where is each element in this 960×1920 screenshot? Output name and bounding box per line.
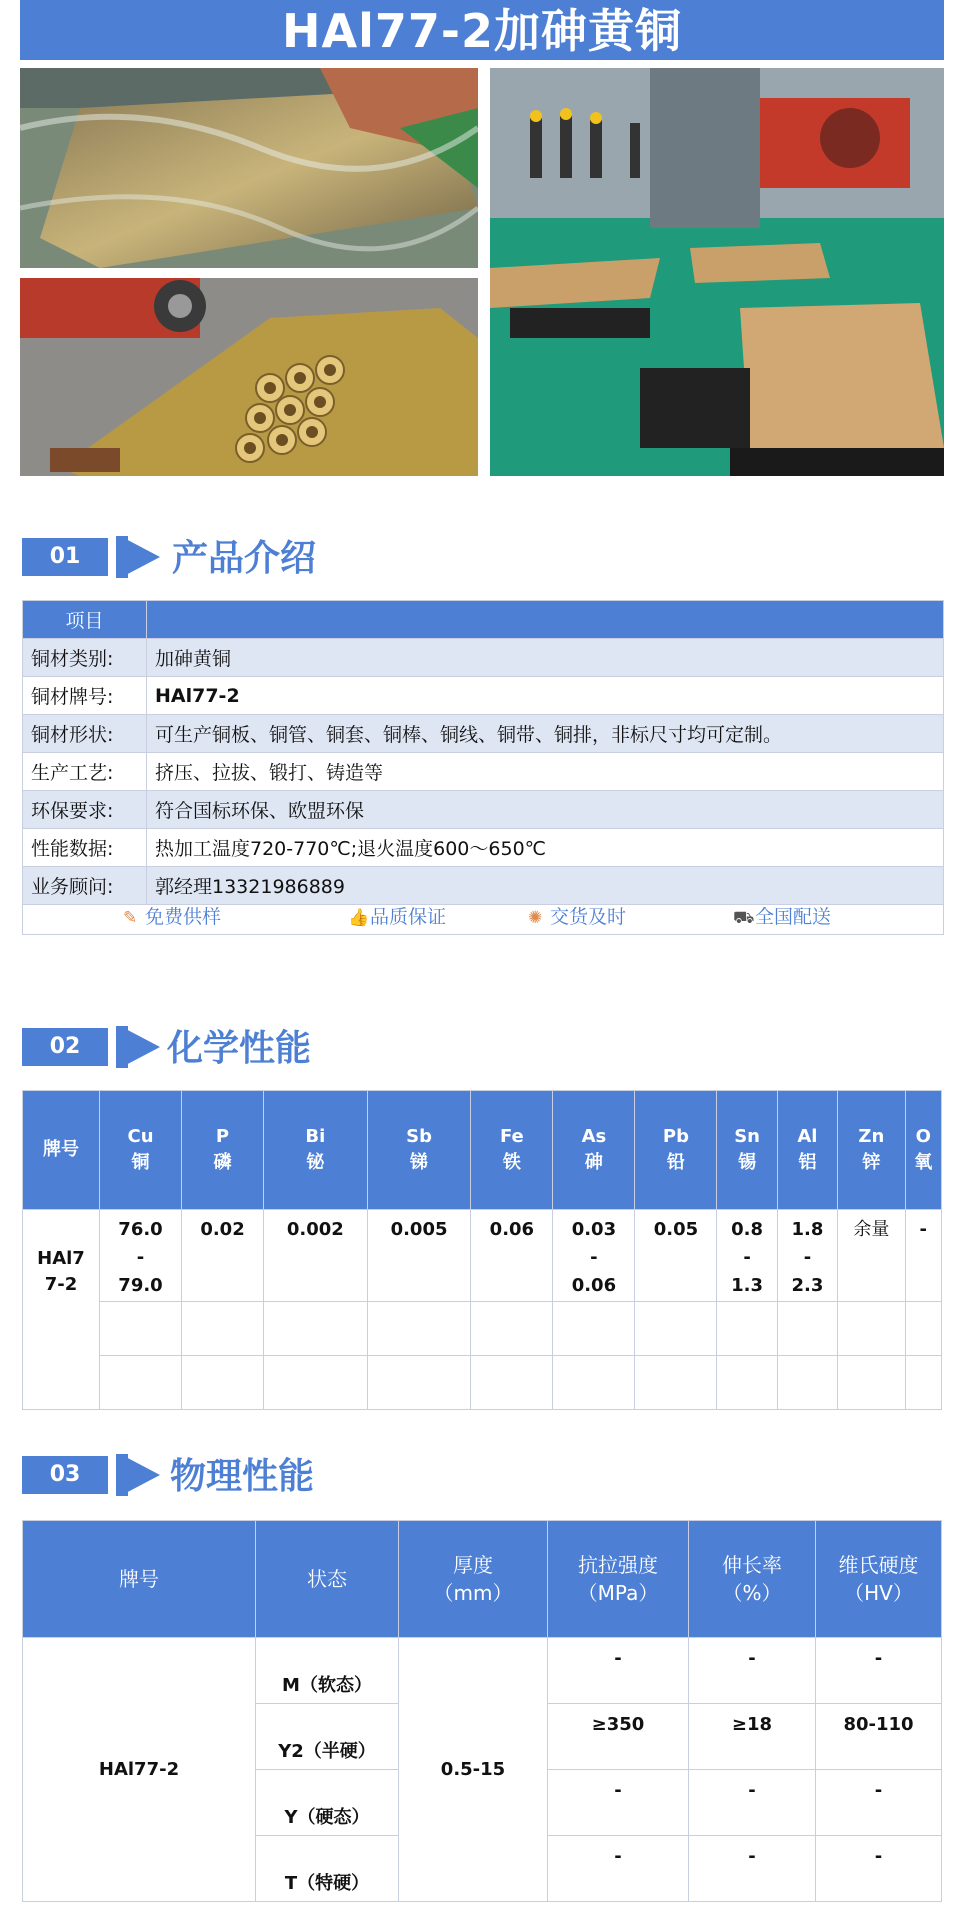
chem-header-pb: [635, 1091, 717, 1210]
chem-empty-cell: [553, 1356, 635, 1410]
chem-empty-cell: [264, 1302, 368, 1356]
physical-properties-table: [22, 1520, 942, 1902]
phys-header-line: 状态: [307, 1567, 347, 1591]
chem-value-as: [553, 1210, 635, 1302]
section-number: 02: [22, 1028, 108, 1066]
chem-empty-cell: [635, 1356, 717, 1410]
chem-header-top: Fe: [499, 1126, 524, 1147]
product-intro-table: [22, 600, 944, 905]
chem-header-fe: [471, 1091, 553, 1210]
chem-header-bottom: 锡: [738, 1152, 757, 1173]
phys-state: Y（硬态）: [256, 1770, 399, 1836]
chem-value-line: 76.0: [118, 1219, 163, 1240]
chem-header-p: [182, 1091, 264, 1210]
chem-header-bottom: 锑: [410, 1152, 429, 1173]
phys-hardness: -: [816, 1770, 942, 1836]
chem-header-top: As: [581, 1126, 607, 1147]
page-title: HAl77-2加砷黄铜: [20, 0, 944, 60]
chem-value-cu: [100, 1210, 182, 1302]
factory-floor-brass-sheets-photo: [490, 68, 944, 476]
intro-row-value: HAl77-2: [147, 677, 944, 715]
phys-thickness-cell: 0.5-15: [399, 1638, 548, 1902]
feature-label: 全国配送: [755, 906, 832, 928]
feature-label: 免费供样: [145, 906, 222, 928]
phys-elongation: -: [689, 1836, 816, 1902]
chem-value-fe: [471, 1210, 553, 1302]
chem-header-bottom: 砷: [584, 1152, 603, 1173]
chem-header-top: Al: [797, 1126, 818, 1147]
section-number: 01: [22, 538, 108, 576]
chem-value-line: 79.0: [118, 1275, 163, 1296]
section-chem-header: [22, 1026, 422, 1069]
chem-value-line: 0.03: [571, 1219, 617, 1240]
phys-header-tensile: [548, 1521, 689, 1638]
chem-value-line: -: [136, 1247, 145, 1268]
section-arrow-icon: [120, 536, 160, 578]
chem-header-bottom: 磷: [213, 1152, 232, 1173]
chem-empty-cell: [838, 1356, 905, 1410]
chem-grade-line: HAl7: [37, 1248, 85, 1269]
pen-icon: ✎: [123, 908, 138, 928]
phys-state: Y2（半硬）: [256, 1704, 399, 1770]
chem-value-line: 0.06: [571, 1275, 617, 1296]
phys-header-thickness: [399, 1521, 548, 1638]
chem-empty-cell: [635, 1302, 717, 1356]
chem-header-bottom: 铋: [306, 1152, 325, 1173]
chem-value-o: [905, 1210, 941, 1302]
chem-header-top: Zn: [858, 1126, 885, 1147]
intro-row-label: 业务顾问:: [23, 867, 147, 905]
intro-row-value: 郭经理13321986889: [147, 867, 944, 905]
chem-empty-cell: [777, 1302, 837, 1356]
chem-value-line: -: [590, 1247, 598, 1268]
phys-elongation: -: [689, 1770, 816, 1836]
chem-empty-cell: [717, 1356, 777, 1410]
phys-hardness: 80-110: [816, 1704, 942, 1770]
chem-header-bottom: 氧: [914, 1152, 933, 1173]
phys-grade-cell: HAl77-2: [23, 1638, 256, 1902]
chem-value-line: -: [803, 1247, 812, 1268]
intro-header-value: [147, 601, 944, 639]
phys-header-grade: [23, 1521, 256, 1638]
intro-row-value: 加砷黄铜: [147, 639, 944, 677]
intro-row-value: 可生产铜板、铜管、铜套、铜棒、铜线、铜带、铜排，非标尺寸均可定制。: [147, 715, 944, 753]
section-title: 物理性能: [170, 1456, 315, 1497]
chem-empty-cell: [553, 1302, 635, 1356]
chem-value-line: 余量: [853, 1219, 890, 1240]
phys-header-line: （MPa）: [577, 1581, 659, 1605]
chem-value-sn: [717, 1210, 777, 1302]
feature-strip: [22, 898, 944, 935]
chem-header-o: [905, 1091, 941, 1210]
chem-header-bottom: 铜: [131, 1152, 150, 1173]
intro-row-label: 环保要求:: [23, 791, 147, 829]
section-arrow-icon: [120, 1454, 160, 1496]
phys-header-line: 厚度: [453, 1553, 493, 1577]
chem-header-top: Bi: [305, 1126, 326, 1147]
chem-header-top: O: [915, 1126, 931, 1147]
chem-empty-cell: [777, 1356, 837, 1410]
phys-state: M（软态）: [256, 1638, 399, 1704]
intro-row-label: 铜材类别:: [23, 639, 147, 677]
chem-empty-cell: [367, 1356, 471, 1410]
chem-header-bottom: 铝: [798, 1152, 817, 1173]
phys-elongation: ≥18: [689, 1704, 816, 1770]
handshake-icon: ✺: [528, 908, 543, 928]
chem-header-top: 牌号: [43, 1139, 79, 1160]
chem-empty-cell: [905, 1356, 941, 1410]
chem-value-bi: [264, 1210, 368, 1302]
intro-row-label: 铜材牌号:: [23, 677, 147, 715]
section-title: 化学性能: [167, 1028, 312, 1069]
phys-tensile: -: [548, 1770, 689, 1836]
chem-grade-cell: [23, 1210, 100, 1410]
intro-row-label: 铜材形状:: [23, 715, 147, 753]
phys-header-state: [256, 1521, 399, 1638]
chem-empty-cell: [100, 1356, 182, 1410]
chem-header-sb: [367, 1091, 471, 1210]
chem-value-pb: [635, 1210, 717, 1302]
chem-header-top: Sn: [734, 1126, 760, 1147]
phys-elongation: -: [689, 1638, 816, 1704]
chem-empty-cell: [100, 1302, 182, 1356]
chem-grade-line: 7-2: [44, 1274, 78, 1295]
chem-value-line: 0.05: [653, 1219, 699, 1240]
intro-row-label: 生产工艺:: [23, 753, 147, 791]
feature-free-sample: [123, 902, 221, 929]
intro-row-value: 挤压、拉拔、锻打、铸造等: [147, 753, 944, 791]
feature-shipping: [733, 902, 831, 930]
section-intro-header: [22, 536, 422, 579]
phys-header-line: 维氏硬度: [838, 1553, 919, 1577]
chem-empty-cell: [717, 1302, 777, 1356]
chem-header-top: Cu: [127, 1126, 154, 1147]
chem-value-line: 1.3: [731, 1275, 764, 1296]
chem-value-line: 0.005: [390, 1219, 448, 1240]
phys-hardness: -: [816, 1638, 942, 1704]
chem-value-line: 2.3: [791, 1275, 824, 1296]
chem-header-sn: [717, 1091, 777, 1210]
intro-row-label: 性能数据:: [23, 829, 147, 867]
chem-value-line: 0.8: [731, 1219, 764, 1240]
phys-state: T（特硬）: [256, 1836, 399, 1902]
section-title: 产品介绍: [172, 538, 317, 579]
chem-value-line: -: [743, 1247, 751, 1268]
feature-delivery: [528, 902, 626, 929]
chem-header-top: Sb: [406, 1126, 432, 1147]
chem-value-zn: [838, 1210, 905, 1302]
phys-tensile: -: [548, 1638, 689, 1704]
chem-header-grade: [23, 1091, 100, 1210]
phys-header-line: 伸长率: [722, 1553, 782, 1577]
chem-header-top: Pb: [662, 1126, 689, 1147]
chem-value-sb: [367, 1210, 471, 1302]
thumbs-up-icon: 👍: [348, 908, 370, 928]
intro-row-value: 热加工温度720-770℃;退火温度600～650℃: [147, 829, 944, 867]
phys-header-line: （HV）: [844, 1581, 913, 1605]
phys-header-hardness: [816, 1521, 942, 1638]
chem-empty-cell: [471, 1302, 553, 1356]
chem-header-cu: [100, 1091, 182, 1210]
chem-header-bottom: 铅: [666, 1152, 685, 1173]
truck-icon: ⛟: [733, 908, 755, 928]
phys-tensile: ≥350: [548, 1704, 689, 1770]
chem-header-zn: [838, 1091, 905, 1210]
chem-header-bottom: 锌: [862, 1152, 881, 1173]
chem-value-line: 1.8: [791, 1219, 824, 1240]
phys-header-line: 牌号: [119, 1567, 159, 1591]
chem-empty-cell: [367, 1302, 471, 1356]
section-phys-header: [22, 1454, 422, 1497]
section-number: 03: [22, 1456, 108, 1494]
chem-value-line: 0.002: [286, 1219, 344, 1240]
phys-header-elongation: [689, 1521, 816, 1638]
chem-header-bi: [264, 1091, 368, 1210]
intro-row-value: 符合国标环保、欧盟环保: [147, 791, 944, 829]
phys-header-line: （mm）: [433, 1581, 513, 1605]
brass-plates-wrapped-photo: [20, 68, 478, 268]
chem-value-al: [777, 1210, 837, 1302]
phys-hardness: -: [816, 1836, 942, 1902]
chemical-composition-table: [22, 1090, 942, 1410]
chem-value-line: 0.02: [200, 1219, 245, 1240]
phys-tensile: -: [548, 1836, 689, 1902]
feature-label: 交货及时: [550, 906, 627, 928]
section-arrow-icon: [120, 1026, 160, 1068]
feature-label: 品质保证: [370, 906, 447, 928]
chem-value-line: 0.06: [489, 1219, 535, 1240]
chem-header-as: [553, 1091, 635, 1210]
chem-header-al: [777, 1091, 837, 1210]
feature-quality: [348, 902, 446, 929]
chem-empty-cell: [905, 1302, 941, 1356]
chem-header-bottom: 铁: [502, 1152, 521, 1173]
chem-value-line: -: [919, 1219, 928, 1240]
phys-header-line: 抗拉强度: [578, 1553, 658, 1577]
phys-header-line: （%）: [722, 1581, 782, 1605]
chem-empty-cell: [471, 1356, 553, 1410]
chem-empty-cell: [182, 1302, 264, 1356]
intro-header-label: 项目: [23, 601, 147, 639]
chem-header-top: P: [215, 1126, 230, 1147]
brass-tubes-bundle-photo: [20, 278, 478, 476]
chem-empty-cell: [182, 1356, 264, 1410]
chem-value-p: [182, 1210, 264, 1302]
chem-empty-cell: [838, 1302, 905, 1356]
chem-empty-cell: [264, 1356, 368, 1410]
